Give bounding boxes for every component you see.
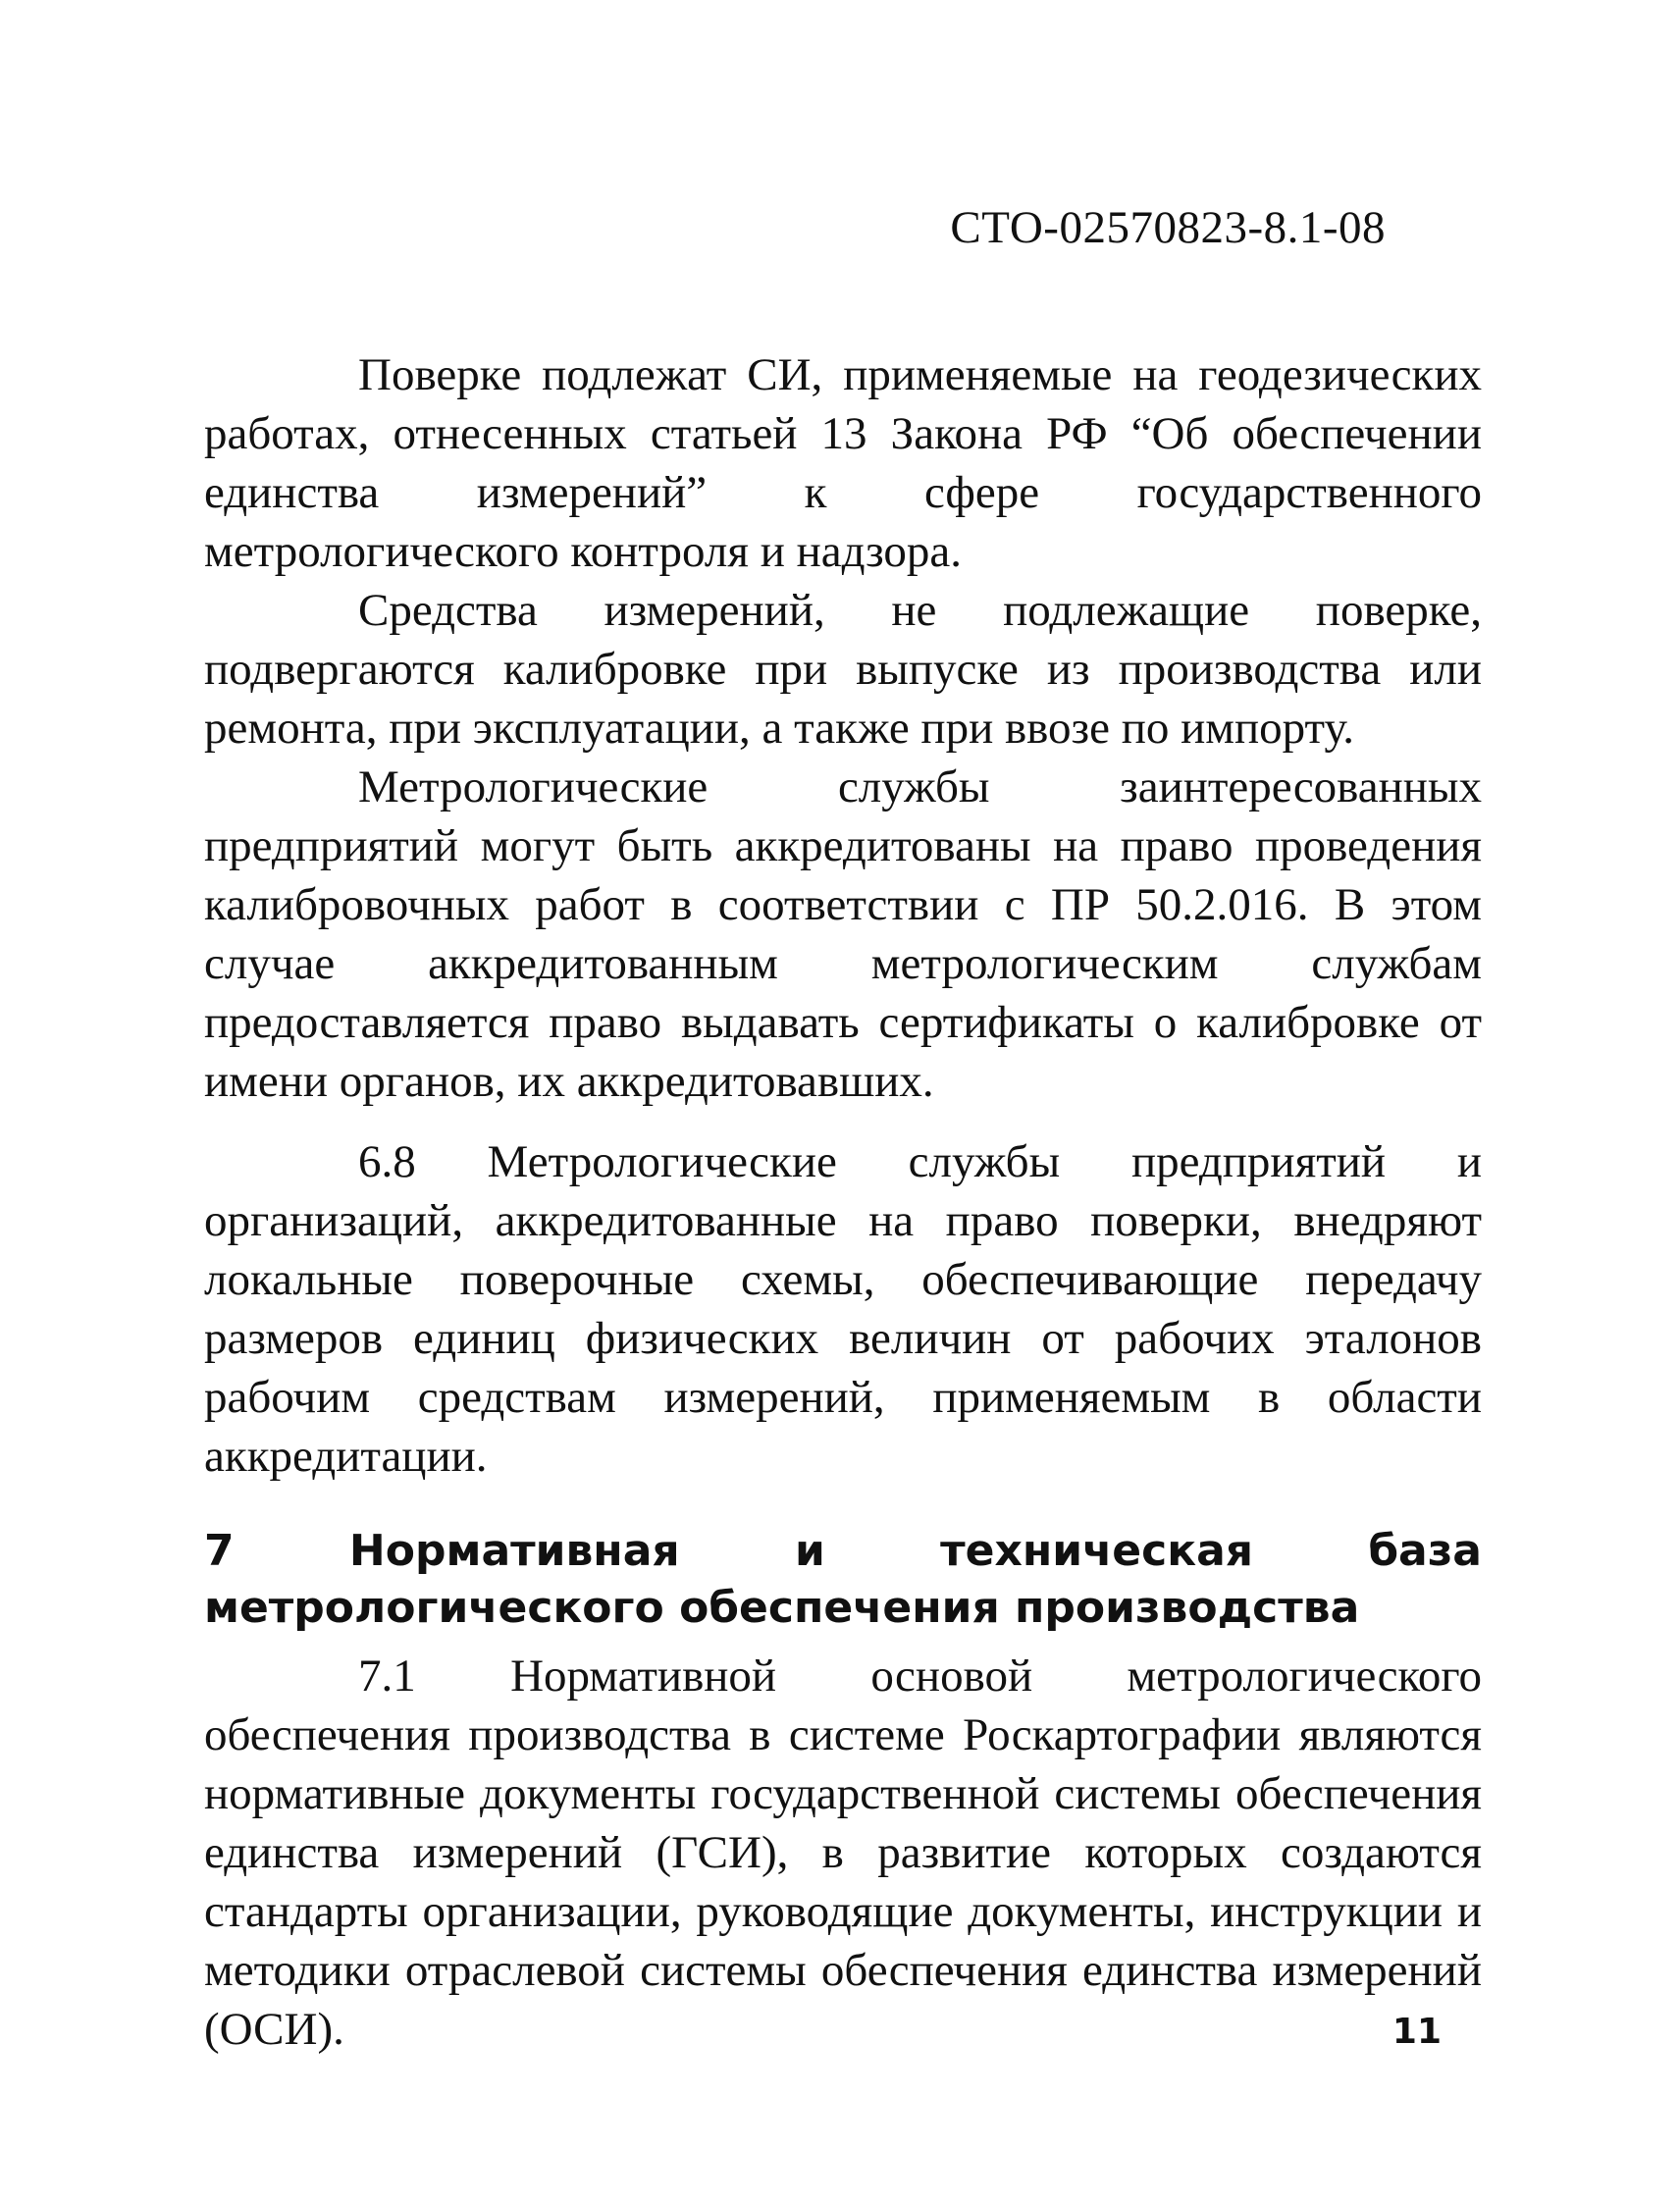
paragraph-verification: Поверке подлежат СИ, применяемые на геодезических работах, отнесенных статьей 13 Закона РФ “Об обеспечении единства измерений” к сфере государственного метрологического контроля и надзора. [204,349,1482,577]
paragraph-7-1: 7.1 Нормативной основой метрологического обеспечения производства в системе Роскартографии являются нормативные документы государственной системы обеспечения единства измерений (ГСИ), в развитие которых создаются стандарты организации, руководящие документы, инструкции и методики отраслевой системы обеспечения единства измерений (ОСИ). [204,1651,1482,2055]
document-code: СТО-02570823-8.1-08 [950,202,1386,253]
paragraph-calibration: Средства измерений, не подлежащие поверке, подвергаются калибровке при выпуске из производства или ремонта, при эксплуатации, а также при ввозе по импорту. [204,585,1482,754]
paragraph-6-8: 6.8 Метрологические службы предприятий и организаций, аккредитованные на право поверки, внедряют локальные поверочные схемы, обеспечивающие передачу размеров единиц физических величин от рабочих эталонов рабочим средствам измерений, применяемым в области аккредитации. [204,1136,1482,1482]
paragraph-metrology-services: Метрологические службы заинтересованных предприятий могут быть аккредитованы на право проведения калибровочных работ в соответствии с ПР 50.2.016. В этом случае аккредитованным метрологическим службам предоставляется право выдавать сертификаты о калибровке от имени органов, их аккредитовавших. [204,761,1482,1107]
document-body [204,345,1482,2059]
section-7-heading: 7 Нормативная и техническая база метрологического обеспечения производства [204,1526,1482,1633]
page-number: 11 [1391,2012,1442,2052]
